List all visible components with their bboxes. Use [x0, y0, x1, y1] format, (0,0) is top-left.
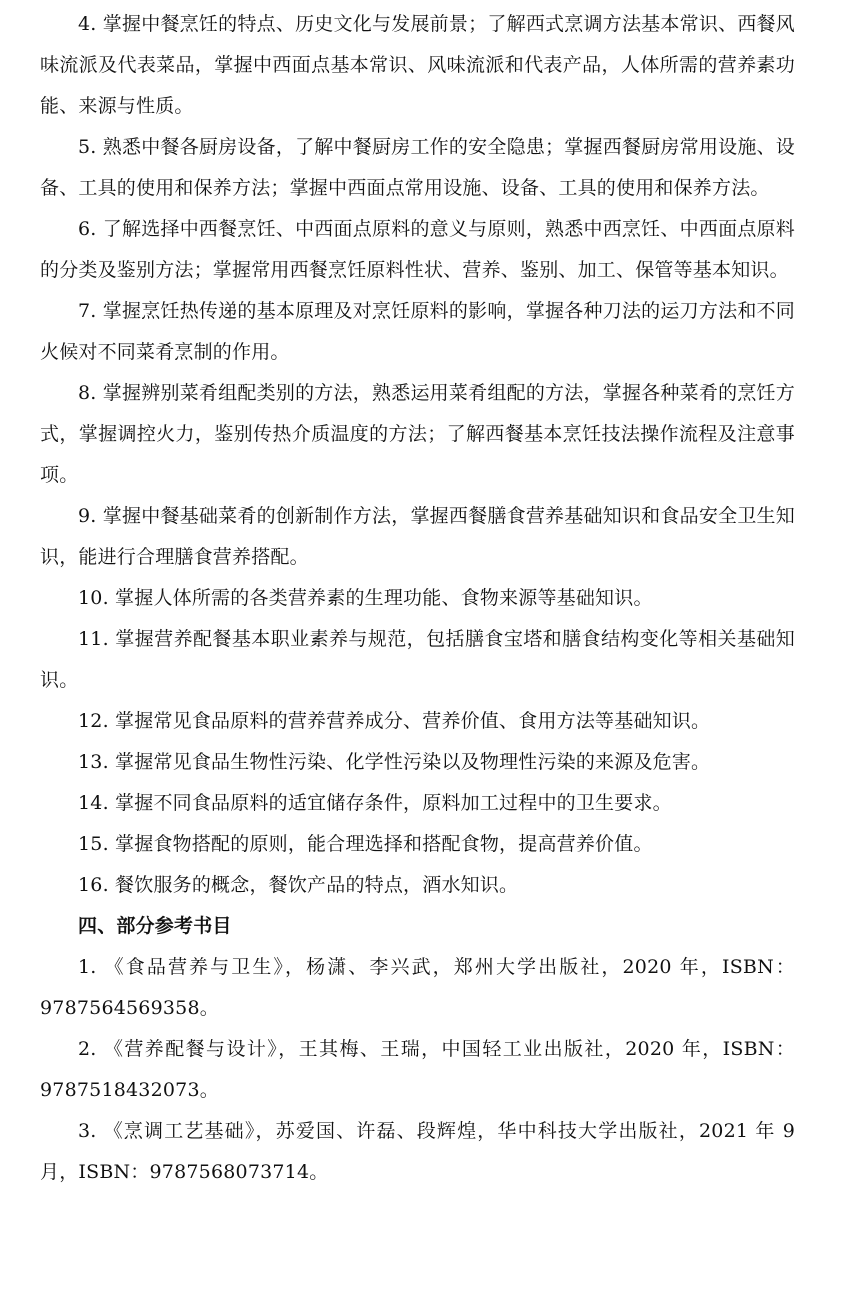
list-item: 12. 掌握常见食品原料的营养营养成分、营养价值、食用方法等基础知识。 — [78, 710, 711, 732]
list-item: 15. 掌握食物搭配的原则，能合理选择和搭配食物，提高营养价值。 — [78, 833, 653, 855]
reference-item: 1. 《食品营养与卫生》，杨潇、李兴武，郑州大学出版社，2020 年，ISBN：9787564569358。 — [40, 956, 795, 1019]
list-item: 9. 掌握中餐基础菜肴的创新制作方法，掌握西餐膳食营养基础知识和食品安全卫生知识，能进行合理膳食营养搭配。 — [40, 505, 795, 568]
list-item: 8. 掌握辨别菜肴组配类别的方法，熟悉运用菜肴组配的方法，掌握各种菜肴的烹饪方式，掌握调控火力，鉴别传热介质温度的方法；了解西餐基本烹饪技法操作流程及注意事项。 — [40, 382, 795, 486]
list-item: 6. 了解选择中西餐烹饪、中西面点原料的意义与原则，熟悉中西烹饪、中西面点原料的分类及鉴别方法；掌握常用西餐烹饪原料性状、营养、鉴别、加工、保管等基本知识。 — [40, 218, 795, 281]
list-item: 14. 掌握不同食品原料的适宜储存条件，原料加工过程中的卫生要求。 — [78, 792, 672, 814]
list-item: 10. 掌握人体所需的各类营养素的生理功能、食物来源等基础知识。 — [78, 587, 653, 609]
list-item: 5. 熟悉中餐各厨房设备，了解中餐厨房工作的安全隐患；掌握西餐厨房常用设施、设备、工具的使用和保养方法；掌握中西面点常用设施、设备、工具的使用和保养方法。 — [40, 136, 795, 199]
section-heading: 四、部分参考书目 — [78, 915, 232, 937]
reference-item: 3. 《烹调工艺基础》，苏爱国、许磊、段辉煌，华中科技大学出版社，2021 年 9 月，ISBN：9787568073714。 — [40, 1120, 795, 1183]
document-page — [40, 0, 795, 1193]
reference-item: 2. 《营养配餐与设计》，王其梅、王瑞，中国轻工业出版社，2020 年，ISBN：9787518432073。 — [40, 1038, 795, 1101]
list-item: 7. 掌握烹饪热传递的基本原理及对烹饪原料的影响，掌握各种刀法的运刀方法和不同火候对不同菜肴烹制的作用。 — [40, 300, 795, 363]
list-item: 4. 掌握中餐烹饪的特点、历史文化与发展前景；了解西式烹调方法基本常识、西餐风味流派及代表菜品，掌握中西面点基本常识、风味流派和代表产品，人体所需的营养素功能、来源与性质。 — [40, 13, 795, 117]
list-item: 11. 掌握营养配餐基本职业素养与规范，包括膳食宝塔和膳食结构变化等相关基础知识。 — [40, 628, 795, 691]
list-item: 16. 餐饮服务的概念，餐饮产品的特点，酒水知识。 — [78, 874, 519, 896]
list-item: 13. 掌握常见食品生物性污染、化学性污染以及物理性污染的来源及危害。 — [78, 751, 711, 773]
